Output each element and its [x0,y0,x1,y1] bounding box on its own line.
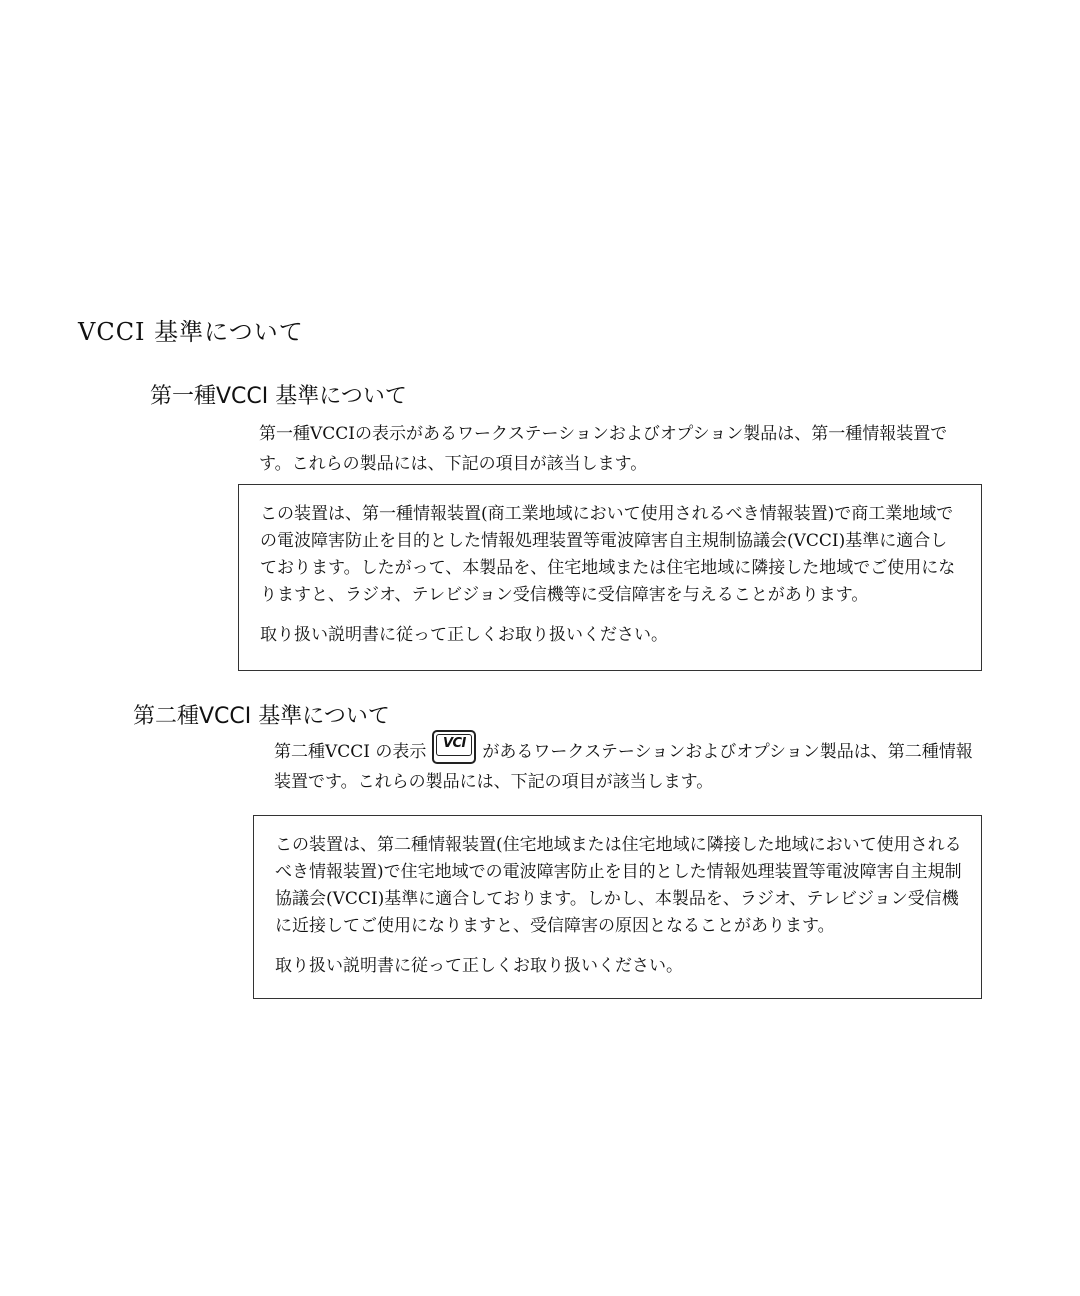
section-intro-class2 [274,730,974,797]
intro-text-before-mark: 第二種VCCI の表示 [274,742,427,762]
intro-text-after-mark: があるワークステーションおよびオプション製品は、第二種情報装置です。これらの製品には、下記の項目が該当します。 [274,742,973,792]
notice-box-class1 [238,484,982,671]
section-heading-class1: 第一種VCCI 基準について [150,384,407,409]
notice-text: この装置は、第一種情報装置(商工業地域において使用されるべき情報装置)で商工業地域での電波障害防止を目的とした情報処理装置等電波障害自主規制協議会(VCCI)基準に適合しております。したがって、本製品を、住宅地域または住宅地域に隣接した地域でご使用になりますと、ラジオ、テレビジョン受信機等に受信障害を与えることがあります。 [260,504,956,605]
notice-instruction: 取り扱い説明書に従って正しくお取り扱いください。 [275,956,683,976]
notice-box-class2 [253,815,982,999]
notice-instruction: 取り扱い説明書に従って正しくお取り扱いください。 [260,625,668,645]
page-title: VCCI 基準について [78,318,304,346]
vcci-mark-label: VCI [442,736,466,751]
section-intro-class1: 第一種VCCIの表示があるワークステーションおよびオプション製品は、第一種情報装置です。これらの製品には、下記の項目が該当します。 [259,424,948,474]
section-heading-class2: 第二種VCCI 基準について [133,704,390,729]
vcci-mark-icon [432,730,476,764]
notice-text: この装置は、第二種情報装置(住宅地域または住宅地域に隣接した地域において使用されるべき情報装置)で住宅地域での電波障害防止を目的とした情報処理装置等電波障害自主規制協議会(VCCI)基準に適合しております。しかし、本製品を、ラジオ、テレビジョン受信機に近接してご使用になりますと、受信障害の原因となることがあります。 [275,835,962,936]
